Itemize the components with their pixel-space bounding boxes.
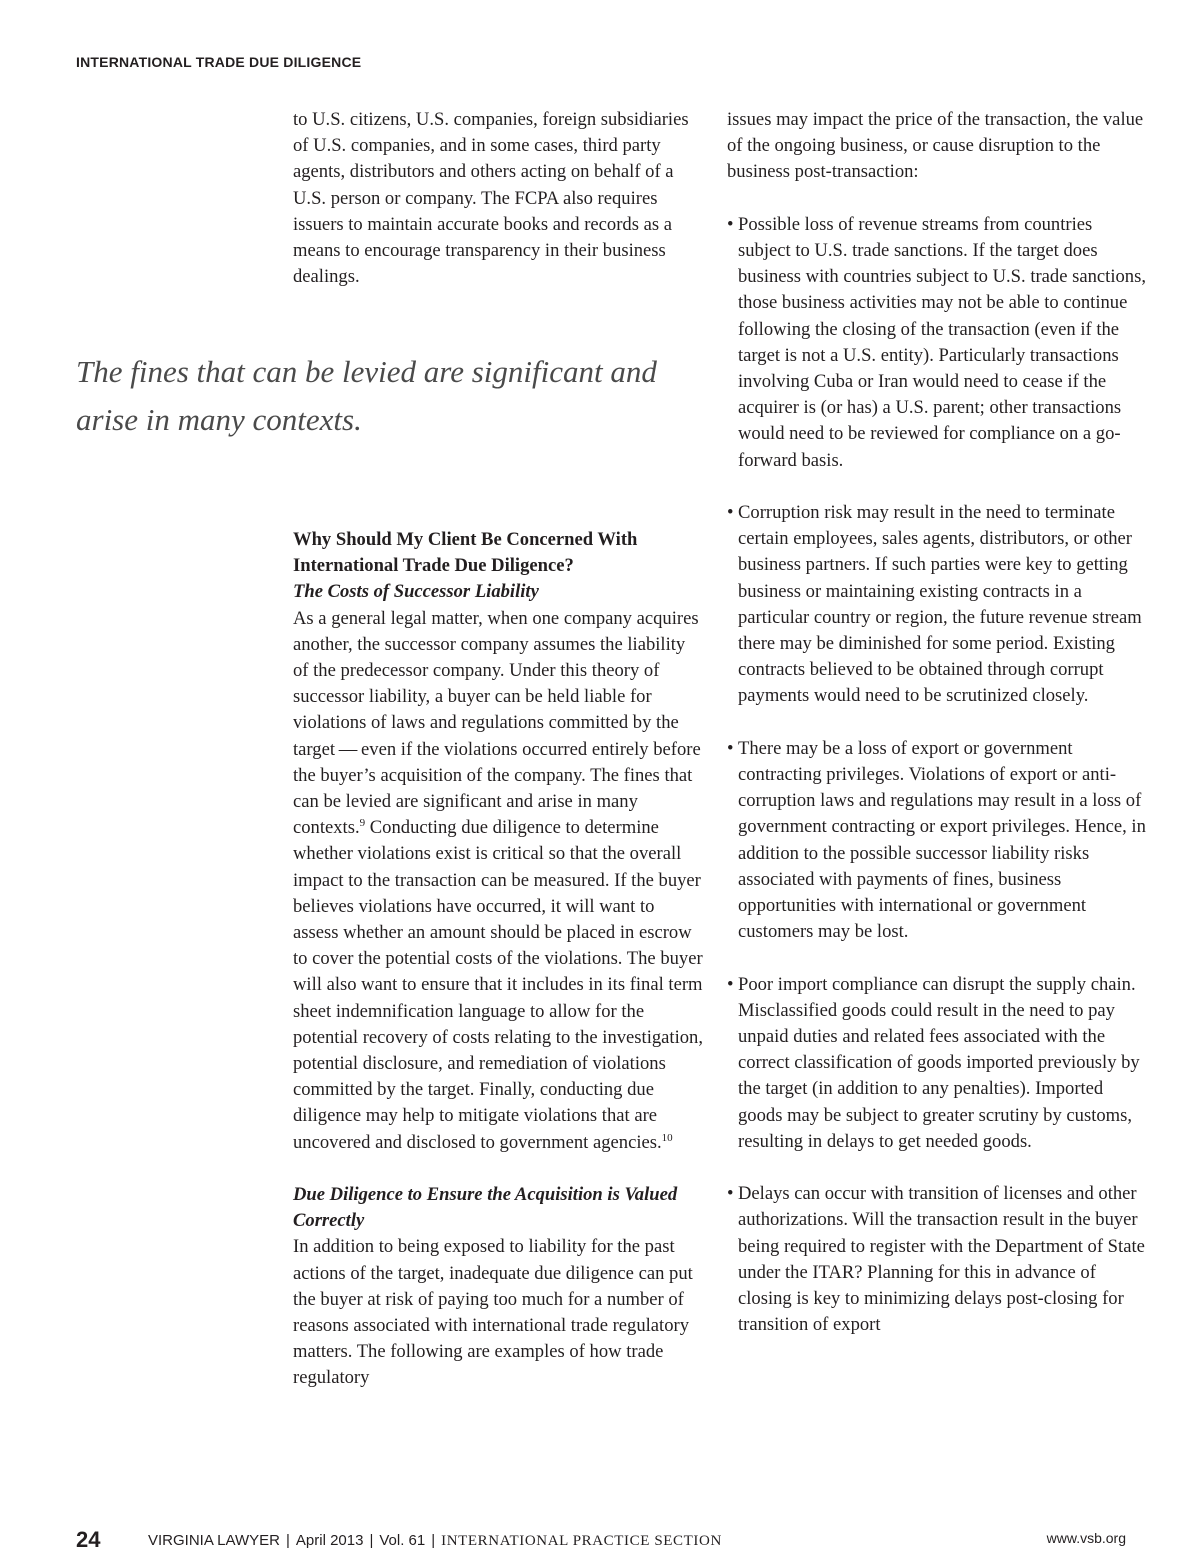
- website-link[interactable]: www.vsb.org: [1046, 1530, 1126, 1546]
- section-name: INTERNATIONAL PRACTICE SECTION: [441, 1533, 722, 1549]
- separator: |: [431, 1532, 436, 1549]
- bullet-icon: •: [727, 973, 734, 995]
- bullet-item: [727, 212, 1147, 474]
- volume: Vol. 61: [379, 1532, 426, 1549]
- footnote-ref[interactable]: 10: [661, 1131, 673, 1144]
- section-heading: Why Should My Client Be Concerned With International Trade Due Diligence?: [293, 529, 638, 577]
- bullet-item: [727, 1181, 1147, 1338]
- publication-line: [148, 1532, 722, 1550]
- bullet-text: Poor import compliance can disrupt the supply chain. Misclassified goods could result in the need to pay unpaid duties and related fees associated with the correct classification of goods imported previously by the target (in addition to any penalties). Imported goods may be subject to greater scrutiny by customs, resulting in delays to get needed goods.: [738, 973, 1140, 1152]
- bullet-item: [727, 500, 1147, 710]
- column-left-main: [293, 527, 703, 1392]
- body-paragraph: In addition to being exposed to liability for the past actions of the target, inadequate due diligence can put the buyer at risk of paying too much for a number of reasons associated with international trade regulatory matters. The following are examples of how trade regulatory: [293, 1236, 693, 1389]
- bullet-text: Delays can occur with transition of licenses and other authorizations. Will the transaction result in the buyer being required to register with the Department of State under the ITAR? Planning for this in advance of closing is key to minimizing delays post-closing for transition of export: [738, 1183, 1145, 1336]
- body-paragraph: issues may impact the price of the transaction, the value of the ongoing business, or cause disruption to the business post-transaction:: [727, 109, 1144, 183]
- bullet-text: Possible loss of revenue streams from countries subject to U.S. trade sanctions. If the target does business with countries subject to U.S. trade sanctions, those business activities may not be able to continue following the closing of the transaction (even if the target is not a U.S. entity). Particularly transactions involving Cuba or Iran would need to cease if the acquirer is (or has) a U.S. parent; other transactions would need to be reviewed for compliance on a go-forward basis.: [738, 213, 1146, 471]
- magazine-name: VIRGINIA LAWYER: [148, 1532, 280, 1549]
- bullet-text: There may be a loss of export or government contracting privileges. Violations of export or anti-corruption laws and regulations may result in a loss of government contracting or export privileges. Hence, in addition to the possible successor liability risks associated with payments of fines, business opportunities with international or government customers may be lost.: [738, 737, 1146, 943]
- column-right: [727, 107, 1147, 1338]
- bullet-text: Corruption risk may result in the need to terminate certain employees, sales agents, distributors, or other business partners. If such parties were key to getting business or maintaining existing contracts in a particular country or region, the future revenue stream there may be diminished for some period. Existing contracts believed to be obtained through corrupt payments would need to be scrutinized closely.: [738, 502, 1142, 707]
- paragraph-text: As a general legal matter, when one company acquires another, the successor company assumes the liability of the predecessor company. Under this theory of successor liability, a buyer can be held liable for violations of laws and regulations committed by the target — even if the violations occurred entirely before the buyer’s acquisition of the company. The fines that can be levied are significant and arise in many contexts.: [293, 607, 701, 839]
- footnote-ref[interactable]: 9: [359, 817, 366, 830]
- page-footer: [76, 1527, 1126, 1555]
- bullet-icon: •: [727, 737, 734, 759]
- body-paragraph: to U.S. citizens, U.S. companies, foreign subsidiaries of U.S. companies, and in some cases, third party agents, distributors and others acting on behalf of a U.S. person or company. The FCPA also requires issuers to maintain accurate books and records as a means to encourage transparency in their business dealings.: [293, 109, 689, 288]
- bullet-icon: •: [727, 1183, 734, 1205]
- bullet-item: [727, 736, 1147, 946]
- separator: |: [369, 1532, 374, 1549]
- running-header: INTERNATIONAL TRADE DUE DILIGENCE: [76, 54, 362, 70]
- subheading-valuation: Due Diligence to Ensure the Acquisition is Valued Correctly: [293, 1184, 678, 1232]
- subheading-successor-liability: The Costs of Successor Liability: [293, 581, 539, 603]
- bullet-icon: •: [727, 502, 734, 524]
- paragraph-text: Conducting due diligence to determine whether violations exist is critical so that the overall impact to the transaction can be measured. If the buyer believes violations have occurred, it will want to assess whether an amount should be placed in escrow to cover the potential costs of the violations. The buyer will also want to ensure that it includes in its final term sheet indemnification language to allow for the potential recovery of costs relating to the investigation, potential disclosure, and remediation of violations committed by the target. Finally, conducting due diligence may help to mitigate violations that are uncovered and disclosed to government agencies.: [293, 817, 703, 1153]
- pull-quote: The fines that can be levied are significant and arise in many contexts.: [76, 354, 657, 437]
- bullet-item: [727, 972, 1147, 1155]
- issue-date: April 2013: [295, 1532, 364, 1549]
- page-number: 24: [76, 1527, 101, 1552]
- bullet-icon: •: [727, 213, 734, 235]
- body-paragraph: [293, 606, 703, 1156]
- column-left-top: [293, 107, 703, 290]
- separator: |: [285, 1532, 290, 1549]
